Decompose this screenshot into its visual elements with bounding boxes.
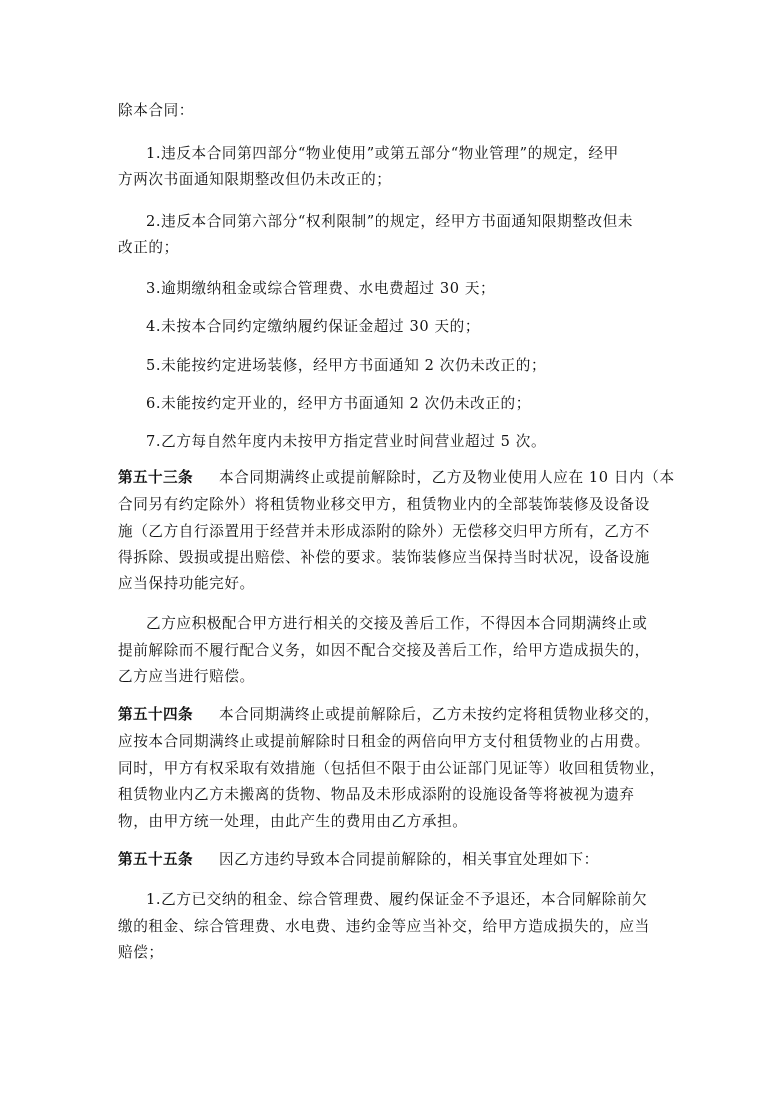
list-item: 3.逾期缴纳租金或综合管理费、水电费超过 30 天；	[146, 280, 496, 297]
text-line: 缴的租金、综合管理费、水电费、违约金等应当补交，给甲方造成损失的，应当	[118, 918, 650, 935]
text-line: 同时，甲方有权采取有效措施（包括但不限于由公证部门见证等）收回租赁物业，	[118, 760, 665, 777]
text-line: 改正的；	[118, 239, 179, 256]
text-line: 得拆除、毁损或提出赔偿、补偿的要求。装饰装修应当保持当时状况，设备设施	[118, 549, 650, 566]
text-line: 本合同期满终止或提前解除后，乙方未按约定将租赁物业移交的，	[218, 706, 660, 723]
article-53-heading: 第五十三条	[118, 469, 193, 486]
list-item: 7.乙方每自然年度内未按甲方指定营业时间营业超过 5 次。	[146, 433, 547, 450]
article-55-first-line	[118, 849, 599, 871]
text-line: 乙方应积极配合甲方进行相关的交接及善后工作，不得因本合同期满终止或	[146, 615, 648, 632]
list-item: 1.乙方已交纳的租金、综合管理费、履约保证金不予退还，本合同解除前欠	[146, 891, 648, 908]
text-line: 施（乙方自行添置用于经营并未形成添附的除外）无偿移交归甲方所有，乙方不	[118, 523, 650, 540]
article-53-first-line	[118, 467, 675, 489]
text-line: 应按本合同期满终止或提前解除时日租金的两倍向甲方支付租赁物业的占用费。	[118, 733, 650, 750]
text-line: 本合同期满终止或提前解除时，乙方及物业使用人应在 10 日内（本	[218, 469, 675, 486]
text-line: 赔偿；	[118, 944, 164, 961]
text-line: 租赁物业内乙方未搬离的货物、物品及未形成添附的设施设备等将被视为遗弃	[118, 786, 635, 803]
text-line: 方两次书面通知限期整改但仍未改正的；	[118, 171, 392, 188]
article-55-heading: 第五十五条	[118, 851, 193, 868]
text-line: 乙方应当进行赔偿。	[118, 668, 255, 685]
text-line: 除本合同：	[118, 102, 194, 119]
text-line: 合同另有约定除外）将租赁物业移交甲方，租赁物业内的全部装饰装修及设备设	[118, 496, 650, 513]
list-item: 2.违反本合同第六部分“权利限制”的规定，经甲方书面通知限期整改但未	[146, 213, 634, 230]
article-54-heading: 第五十四条	[118, 706, 193, 723]
list-item: 4.未按本合同约定缴纳履约保证金超过 30 天的；	[146, 318, 481, 335]
text-line: 因乙方违约导致本合同提前解除的，相关事宜处理如下：	[218, 851, 599, 868]
text-line: 提前解除而不履行配合义务，如因不配合交接及善后工作，给甲方造成损失的，	[118, 642, 650, 659]
article-54-first-line	[118, 704, 660, 726]
text-line: 应当保持功能完好。	[118, 575, 255, 592]
list-item: 6.未能按约定开业的，经甲方书面通知 2 次仍未改正的；	[146, 395, 531, 412]
list-item: 1.违反本合同第四部分“物业使用”或第五部分“物业管理”的规定，经甲	[146, 145, 619, 162]
text-line: 物，由甲方统一处理，由此产生的费用由乙方承担。	[118, 813, 468, 830]
list-item: 5.未能按约定进场装修，经甲方书面通知 2 次仍未改正的；	[146, 357, 547, 374]
